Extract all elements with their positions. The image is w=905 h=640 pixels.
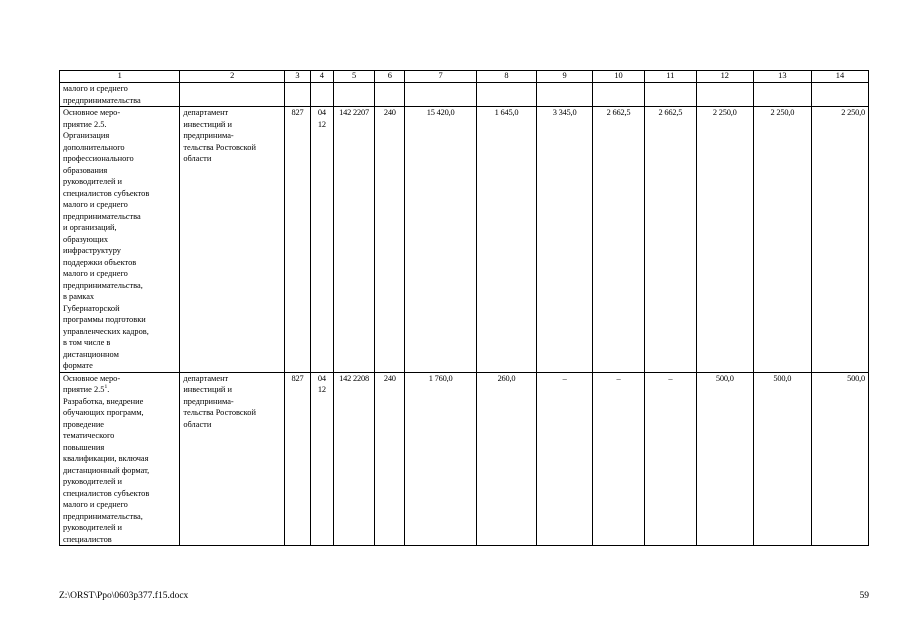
data-cell: 2 250,0: [753, 107, 811, 373]
data-cell: 500,0: [696, 372, 753, 546]
data-cell: 500,0: [811, 372, 868, 546]
activity-rest: . Разработка, внедрение обучающих программ, проведение тематического повышения квалификации, включая дистанционный формат, руководителей и специалистов субъектов малого и среднего предпринимательства, руководителей и специалистов: [63, 385, 150, 544]
data-cell: [405, 83, 477, 107]
data-cell: 1 760,0: [405, 372, 477, 546]
data-cell: –: [537, 372, 593, 546]
data-cell: [644, 83, 696, 107]
data-cell: 2 662,5: [593, 107, 645, 373]
data-cell: 240: [375, 107, 405, 373]
col-header: 1: [60, 71, 180, 83]
data-cell: 15 420,0: [405, 107, 477, 373]
data-cell: 04 12: [310, 372, 333, 546]
data-cell: 142 2208: [333, 372, 374, 546]
col-header: 9: [537, 71, 593, 83]
data-cell: –: [644, 372, 696, 546]
file-path-footer: Z:\ORST\Ppo\0603p377.f15.docx: [59, 591, 189, 601]
data-cell: [811, 83, 868, 107]
data-cell: 260,0: [476, 372, 536, 546]
col-header: 13: [753, 71, 811, 83]
col-header: 8: [476, 71, 536, 83]
data-cell: 1 645,0: [476, 107, 536, 373]
data-cell: 240: [375, 372, 405, 546]
header-row: [60, 71, 869, 83]
table-row: [60, 83, 869, 107]
data-cell: [593, 83, 645, 107]
activity-superscript: 1: [104, 384, 108, 390]
data-cell: 827: [285, 372, 311, 546]
col-header: 14: [811, 71, 868, 83]
data-cell: 3 345,0: [537, 107, 593, 373]
data-cell: –: [593, 372, 645, 546]
col-header: 2: [180, 71, 285, 83]
executor-cell: [180, 83, 285, 107]
col-header: 10: [593, 71, 645, 83]
data-cell: 2 250,0: [696, 107, 753, 373]
page-number: 59: [859, 591, 869, 601]
activity-cell: [60, 372, 180, 546]
col-header: 6: [375, 71, 405, 83]
table-row: [60, 372, 869, 546]
activity-cell: малого и среднего предпринимательства: [60, 83, 180, 107]
col-header: 4: [310, 71, 333, 83]
data-cell: [285, 83, 311, 107]
data-cell: [753, 83, 811, 107]
col-header: 7: [405, 71, 477, 83]
data-cell: [476, 83, 536, 107]
executor-cell: департамент инвестиций и предпринима- тельства Ростовской области: [180, 107, 285, 373]
data-cell: [310, 83, 333, 107]
data-cell: [375, 83, 405, 107]
col-header: 5: [333, 71, 374, 83]
activity-lead: Основное меро- приятие 2.5: [63, 373, 121, 394]
activity-cell: Основное меро- приятие 2.5. Организация дополнительного профессионального образования руководителей и специалистов субъектов малого и среднего предпринимательства и организаций, образующих инфраструктуру поддержки объектов малого и среднего предпринимательства, в рамках Губернаторской программы подготовки управленческих кадров, в том числе в дистанционном формате: [60, 107, 180, 373]
data-cell: 04 12: [310, 107, 333, 373]
budget-table: [59, 70, 869, 546]
executor-cell: департамент инвестиций и предпринима- тельства Ростовской области: [180, 372, 285, 546]
data-cell: 2 662,5: [644, 107, 696, 373]
data-cell: [333, 83, 374, 107]
data-cell: 2 250,0: [811, 107, 868, 373]
col-header: 3: [285, 71, 311, 83]
data-cell: [537, 83, 593, 107]
col-header: 11: [644, 71, 696, 83]
data-cell: [696, 83, 753, 107]
data-cell: 500,0: [753, 372, 811, 546]
data-cell: 142 2207: [333, 107, 374, 373]
col-header: 12: [696, 71, 753, 83]
table-row: [60, 107, 869, 373]
data-cell: 827: [285, 107, 311, 373]
